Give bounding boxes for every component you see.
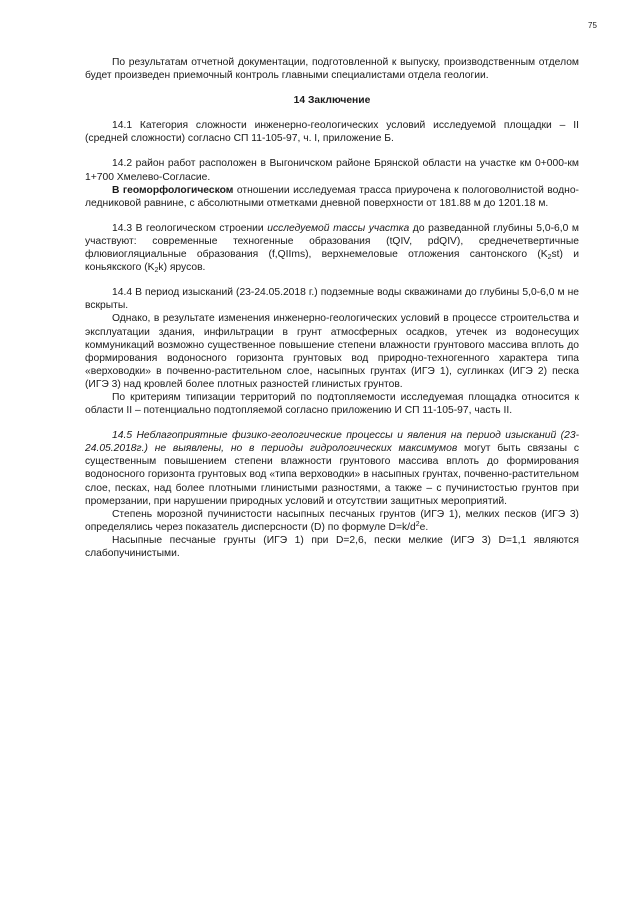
paragraph-14-1: 14.1 Категория сложности инженерно-геологических условий исследуемой площадки – II (средней сложности) согласно СП 11-105-97, ч. I, приложение Б. [85,120,579,145]
superscript: 2 [415,520,420,528]
geomorphology-term: В геоморфологическом [112,184,234,196]
paragraph-14-2-geomorphology [85,184,579,210]
paragraph-14-5-conclusion: Насыпные песчаные грунты (ИГЭ 1) при D=2,6, пески мелкие (ИГЭ 3) D=1,1 являются слабопучинистыми. [85,534,579,559]
paragraph-14-4-however: Однако, в результате изменения инженерно-геологических условий в процессе строительства и эксплуатации здания, инфильтрации в грунт атмосферных осадков, утечек из водонесущих коммуникаций возможно существенное повышение степени влажности грунтового массива вплоть до формирования водоносного горизонта грунтовых вод природно-техногенного характера типа «верховодки» в почвенно-растительном слое, насыпных грунтах (ИГЭ 1), суглинках (ИГЭ 2) песка (ИГЭ 3) над кровлей более плотных разностей глинистых грунтов. [85,313,579,390]
paragraph-14-2: 14.2 район работ расположен в Выгоничском районе Брянской области на участке км 0+000-км 1+700 Хмелево-Согласие. [85,158,579,183]
italic-fragment: 14.5 Неблагоприятные физико-геологические процессы и явления на период изысканий (23-24.05.2018г.) не выявлены, но в периоды гидрологических максимумов [85,430,579,455]
intro-paragraph: По результатам отчетной документации, подготовленной к выпуску, производственным отделом будет произведен приемочный контроль главными специалистами отдела геологии. [85,57,579,82]
paragraph-14-5 [85,429,579,508]
paragraph-14-4-criteria: По критериям типизации территорий по подтопляемости исследуемая площадка относится к области II – потенциально подтопляемой согласно приложению И СП 11-105-97, часть II. [85,391,579,417]
text-fragment: Степень морозной пучинистости насыпных песчаных грунтов (ИГЭ 1), мелких песков (ИГЭ 3) определялись через показатель дисперсности (D) по формуле D=k/d [85,508,579,533]
geomorphology-text: отношении исследуемая трасса приурочена к пологоволнистой водно-ледниковой равнине, с абсолютными отметками дневной поверхности от 181.88 м до 1201.18 м. [85,184,579,209]
paragraph-14-3 [85,222,579,274]
paragraph-14-4: 14.4 В период изысканий (23-24.05.2018 г.) подземные воды скважинами до глубины 5,0-6,0 м не вскрыты. [85,287,579,312]
text-fragment: k) ярусов. [158,262,206,274]
text-fragment: до разведанной глубины 5,0-6,0 м участвуют: современные техногенные образования (tQIV, pdQIV), среднечетвертичные флювиогляциальные образования (f,QIIms), верхнемеловые отложения сантонского (K [85,222,579,261]
text-fragment: e. [419,521,429,533]
document-body [85,56,579,560]
section-heading: 14 Заключение [293,95,371,107]
text-fragment: 14.3 В геологическом строении [112,222,268,234]
text-fragment: st) и коньякского (K [85,249,579,274]
text-fragment: могут быть связаны с существенным повышением степени влажности грунтового массива вплоть до формирования водоносного горизонта грунтовых вод «типа верховодки» в насыпных грунтах, почвенно-растительном слое, песках, над более плотными глинистыми разностями, а также – с пучинистостью грунтов при промерзании, при нарушении природных условий и отсутствии защитных мероприятий. [85,443,579,507]
subscript: 2 [154,267,159,275]
page-number: 75 [588,21,597,30]
italic-fragment: исследуемой тассы участка [267,222,410,234]
subscript: 2 [547,254,552,262]
paragraph-14-5-frost [85,508,579,534]
